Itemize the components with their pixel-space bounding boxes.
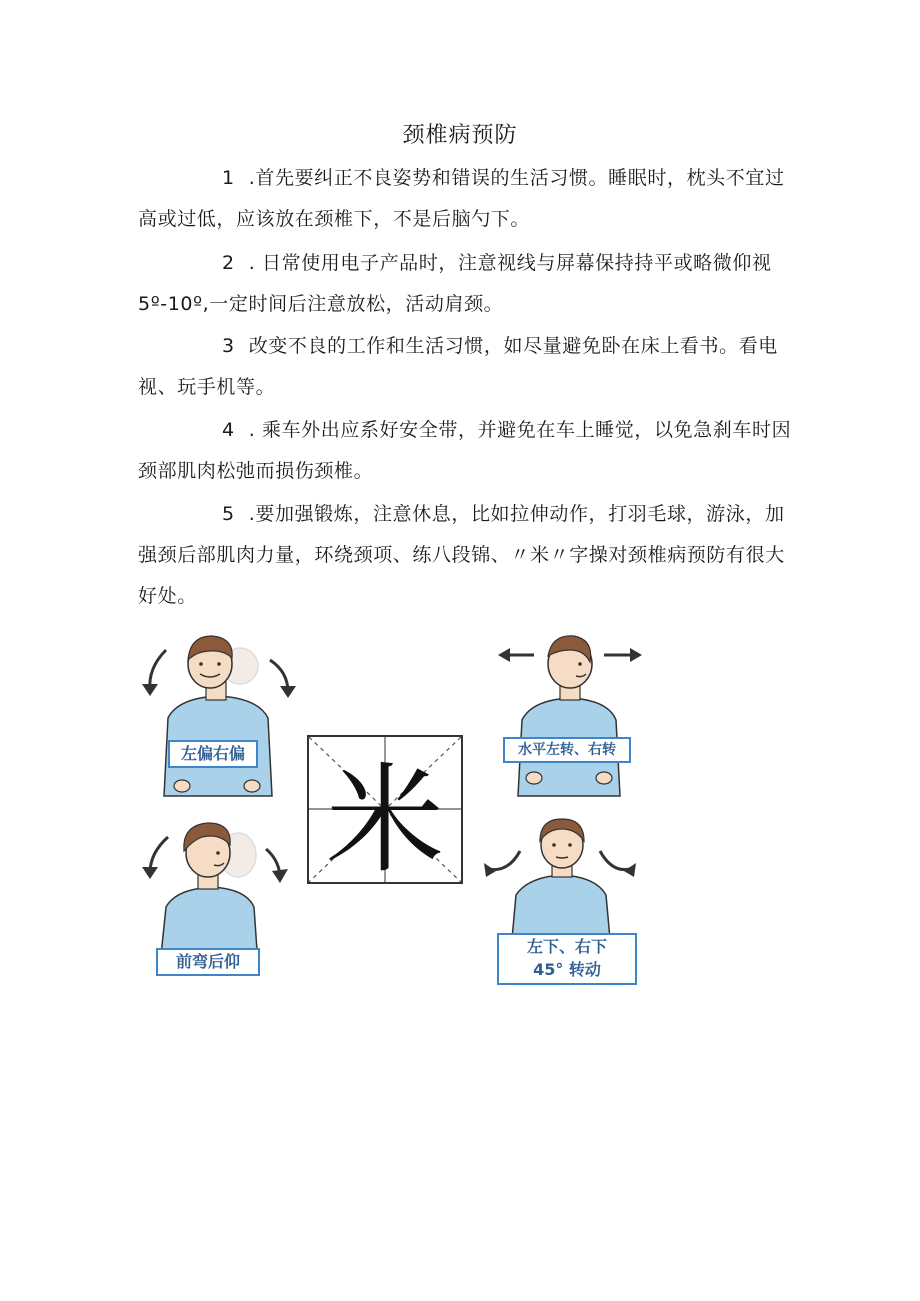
- label-tilt: 左偏右偏: [168, 740, 258, 768]
- paragraph-text: 改变不良的工作和生活习惯，如尽量避免卧在床上看书。看电视、玩手机等。: [138, 335, 778, 398]
- paragraph-3: [138, 326, 798, 408]
- paragraph-5: [138, 494, 798, 617]
- paragraph-number: 3: [222, 335, 235, 357]
- turn-figure-illustration: [496, 628, 646, 798]
- paragraph-text: . 日常使用电子产品时，注意视线与屏幕保持持平或略微仰视 5º-10º,一定时间后注意放松，活动肩颈。: [138, 252, 772, 315]
- label-diagonal: [497, 933, 637, 985]
- paragraph-number: 1: [222, 167, 235, 189]
- diagonal-figure-illustration: [484, 815, 640, 940]
- label-diagonal-line1: 左下、右下: [526, 937, 607, 956]
- paragraph-2: [138, 243, 798, 325]
- tilt-figure-illustration: [138, 628, 298, 798]
- page-title: 颈椎病预防: [402, 123, 518, 148]
- paragraph-text: .首先要纠正不良姿势和错误的生活习惯。睡眠时，枕头不宜过高或过低，应该放在颈椎下，不是后脑勺下。: [138, 167, 785, 230]
- paragraph-1: [138, 158, 798, 240]
- label-turn: 水平左转、右转: [503, 737, 631, 763]
- paragraph-number: 5: [222, 503, 235, 525]
- paragraph-4: [138, 410, 798, 492]
- mi-character-grid: [307, 735, 463, 889]
- mi-character: 米: [325, 750, 444, 889]
- exercise-diagonal-panel: [484, 815, 640, 940]
- label-bend: 前弯后仰: [156, 948, 260, 976]
- exercise-turn-panel: [496, 628, 646, 798]
- exercise-tilt-panel: [138, 628, 298, 798]
- paragraph-text: . 乘车外出应系好安全带，并避免在车上睡觉，以免急刹车时因颈部肌肉松弛而损伤颈椎。: [138, 419, 792, 482]
- paragraph-number: 4: [222, 419, 235, 441]
- paragraph-number: 2: [222, 252, 235, 274]
- paragraph-text: .要加强锻炼，注意休息，比如拉伸动作，打羽毛球，游泳，加强颈后部肌肉力量，环绕颈项、练八段锦、〃米〃字操对颈椎病预防有很大好处。: [138, 503, 785, 607]
- label-diagonal-line2: 45° 转动: [533, 960, 601, 979]
